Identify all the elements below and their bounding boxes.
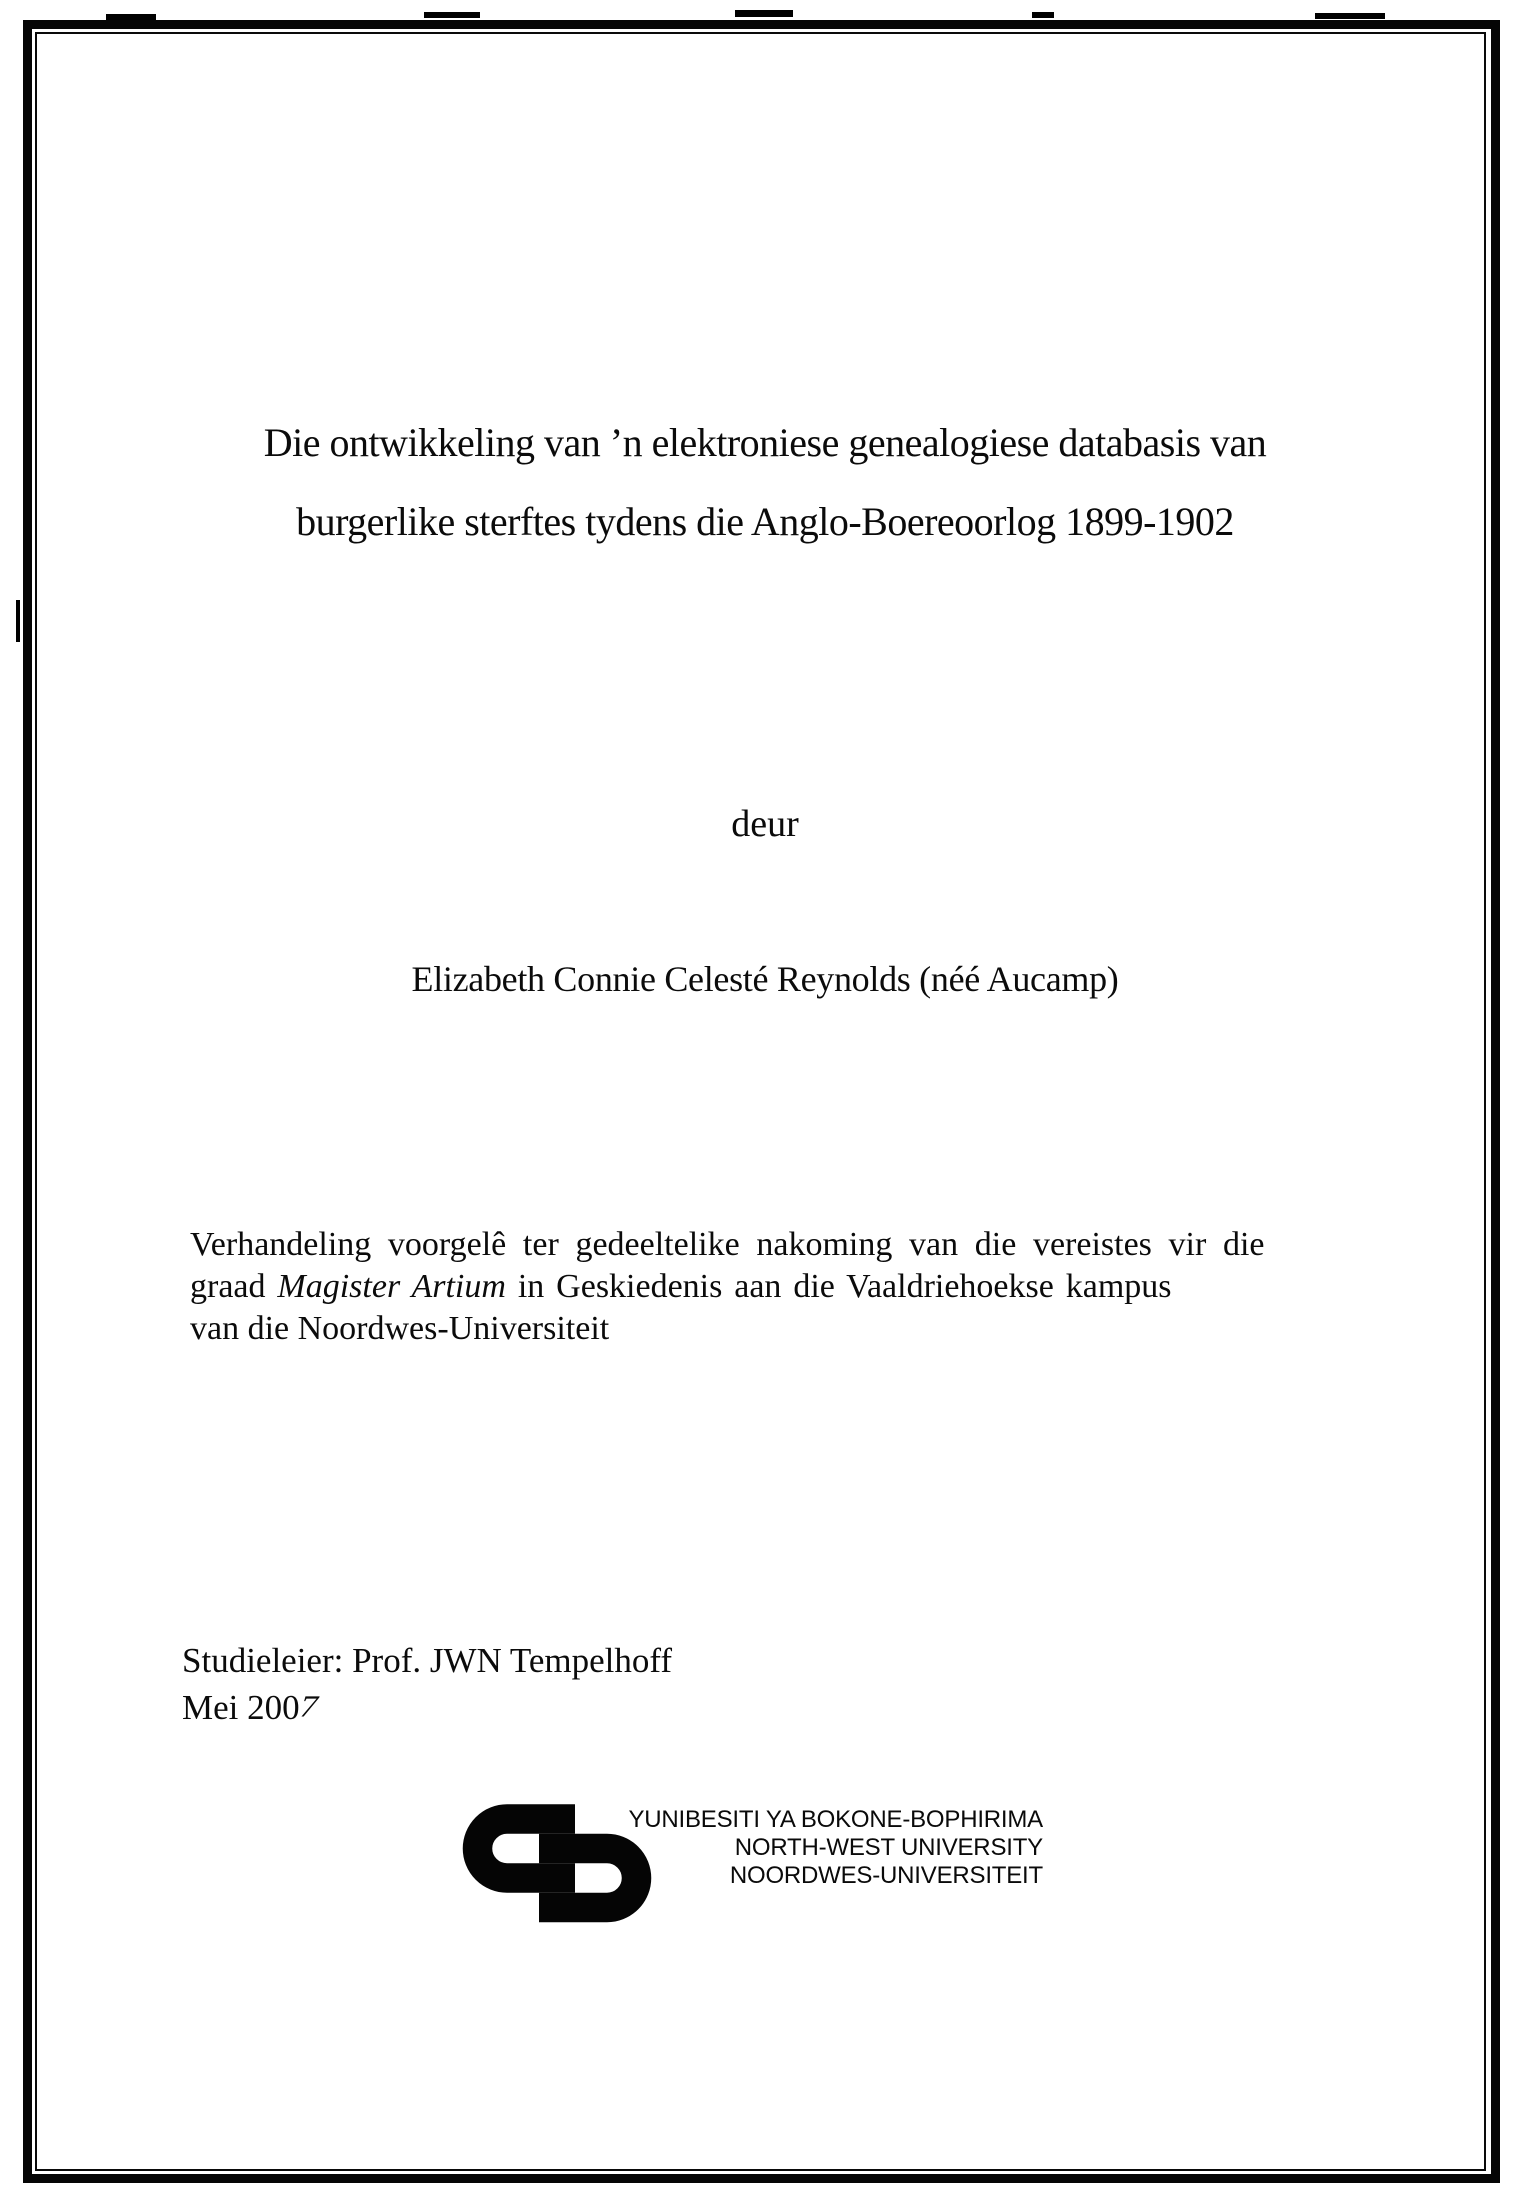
degree-declaration — [190, 1224, 1348, 1350]
scan-artifact — [1032, 12, 1054, 18]
supervisor-line: Studieleier: Prof. JWN Tempelhoff — [182, 1641, 673, 1680]
declaration-line1: Verhandeling voorgelê ter gedeeltelike nakoming van die vereistes vir die — [190, 1226, 1265, 1263]
logo-text-english: NORTH-WEST UNIVERSITY — [734, 1834, 1043, 1861]
declaration-line3: van die Noordwes-Universiteit — [190, 1310, 610, 1347]
scan-artifact — [106, 14, 156, 20]
scan-artifact — [735, 10, 793, 17]
degree-name-italic: Magister Artium — [277, 1268, 506, 1305]
date-prefix: Mei 200 — [182, 1688, 300, 1727]
declaration-line2-pre: graad — [190, 1268, 278, 1305]
date-line — [182, 1684, 672, 1731]
byline-label: deur — [731, 803, 799, 845]
logo-text-setswana: YUNIBESITI YA BOKONE-BOPHIRIMA — [628, 1806, 1043, 1833]
scan-artifact — [16, 600, 20, 642]
logo-text-afrikaans: NOORDWES-UNIVERSITEIT — [729, 1862, 1043, 1889]
date-last-digit: 7 — [294, 1689, 323, 1724]
university-logo — [457, 1803, 1097, 1938]
thesis-title-line1: Die ontwikkeling van ’n elektroniese genealogiese databasis van — [263, 420, 1267, 465]
scan-artifact — [424, 12, 480, 18]
thesis-title-line2: burgerlike sterftes tydens die Anglo-Boereoorlog 1899-1902 — [296, 499, 1234, 544]
scan-artifact — [1315, 13, 1385, 19]
supervisor-block — [182, 1637, 672, 1731]
author-name: Elizabeth Connie Celesté Reynolds (néé Aucamp) — [411, 959, 1119, 999]
thesis-title — [120, 403, 1410, 561]
declaration-line2-post: in Geskiedenis aan die Vaaldriehoekse kampus — [505, 1268, 1172, 1305]
declaration-line2 — [190, 1266, 1348, 1308]
university-logo-text — [585, 1806, 1043, 1890]
